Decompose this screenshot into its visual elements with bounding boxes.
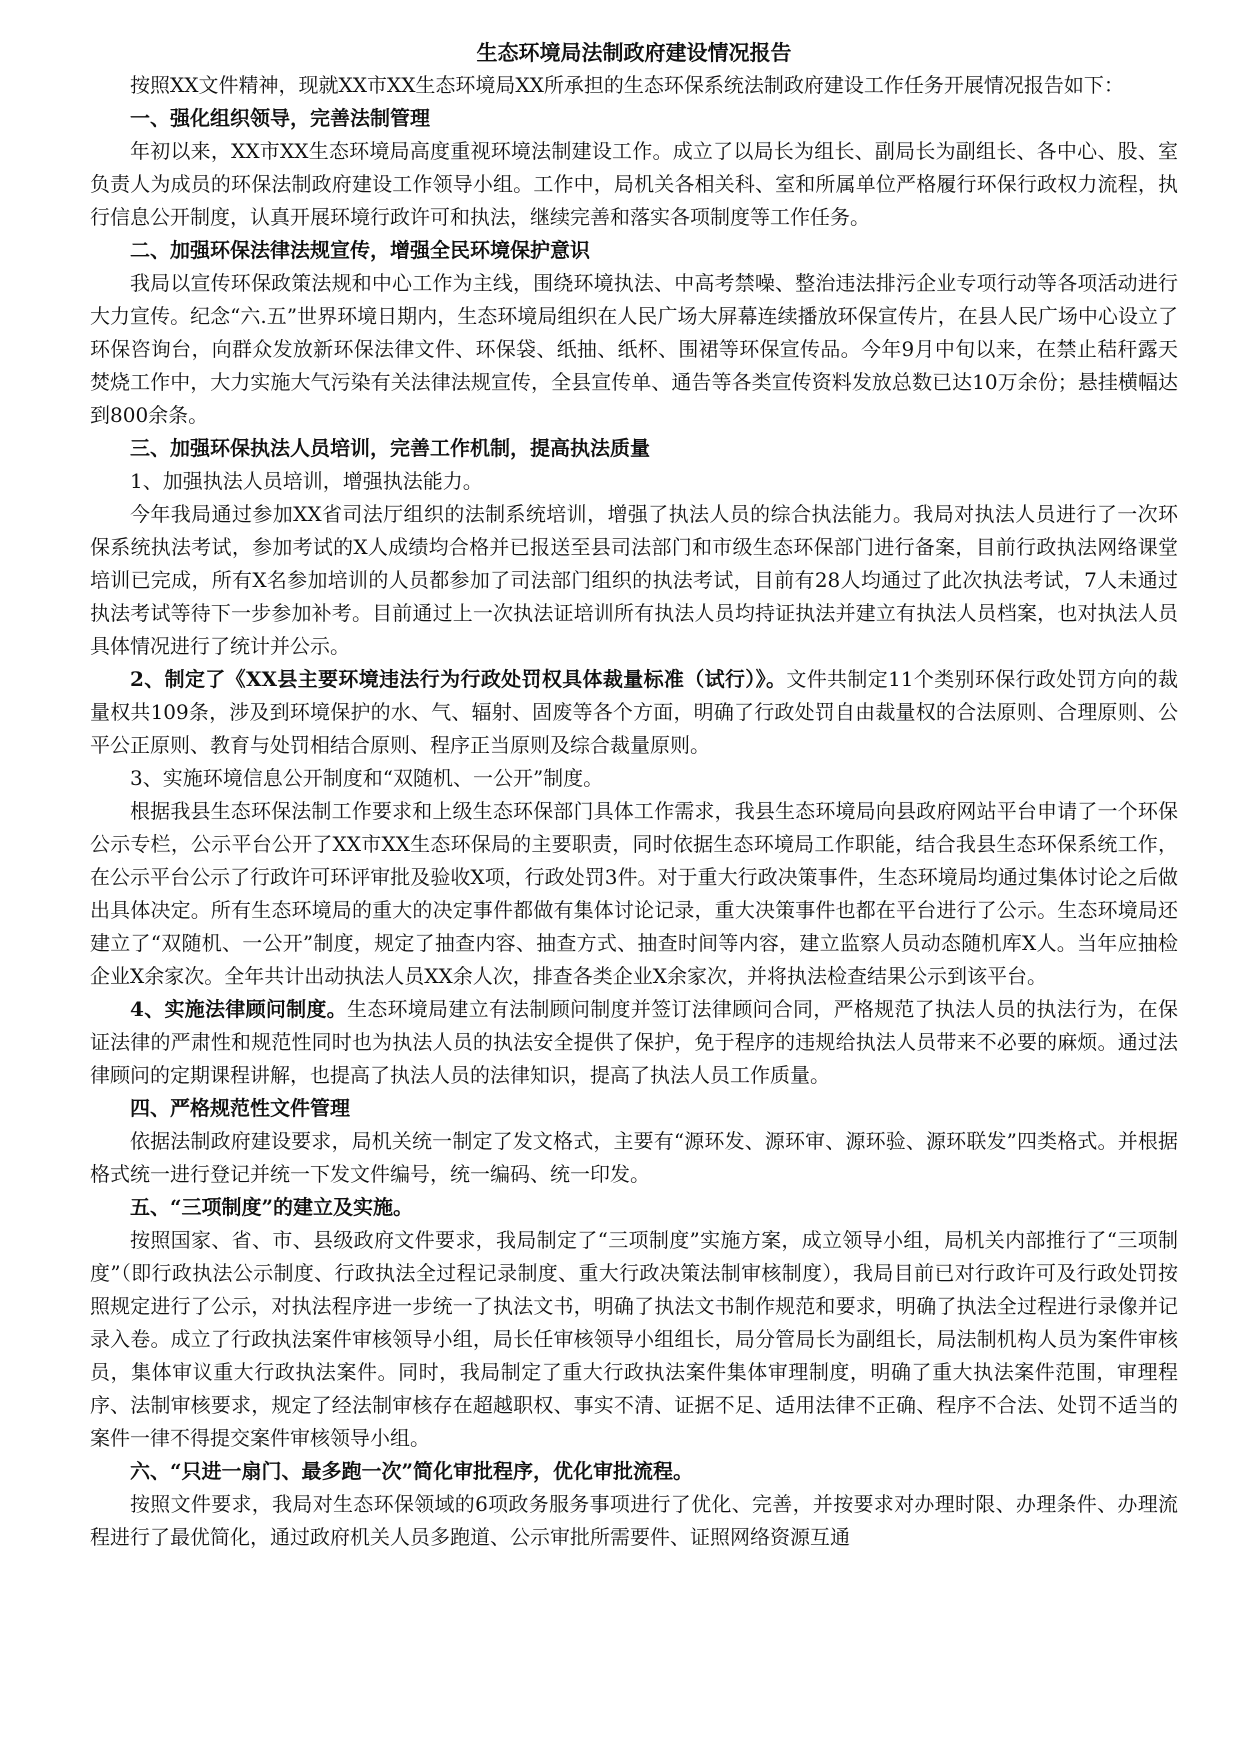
section-3-item-3-title: 3、实施环境信息公开制度和“双随机、一公开”制度。	[130, 766, 604, 790]
section-3-heading: 三、加强环保执法人员培训，完善工作机制，提高执法质量	[130, 436, 650, 460]
section-4-body: 依据法制政府建设要求，局机关统一制定了发文格式，主要有“源环发、源环审、源环验、源环联发”四类格式。并根据格式统一进行登记并统一下发文件编号，统一编码、统一印发。	[90, 1129, 1178, 1186]
section-4-heading: 四、严格规范性文件管理	[130, 1096, 350, 1120]
section-5-heading: 五、“三项制度”的建立及实施。	[130, 1195, 414, 1219]
section-2-body: 我局以宣传环保政策法规和中心工作为主线，围绕环境执法、中高考禁噪、整治违法排污企业专项行动等各项活动进行大力宣传。纪念“六.五”世界环境日期内，生态环境局组织在人民广场大屏幕连续播放环保宣传片，在县人民广场中心设立了环保咨询台，向群众发放新环保法律文件、环保袋、纸抽、纸杯、围裙等环保宣传品。今年9月中旬以来，在禁止秸秆露天焚烧工作中，大力实施大气污染有关法律法规宣传，全县宣传单、通告等各类宣传资料发放总数已达10万余份；悬挂横幅达到800余条。	[90, 271, 1178, 427]
section-1-heading: 一、强化组织领导，完善法制管理	[130, 106, 430, 130]
section-3-item-1-body: 今年我局通过参加XX省司法厅组织的法制系统培训，增强了执法人员的综合执法能力。我局对执法人员进行了一次环保系统执法考试，参加考试的X人成绩均合格并已报送至县司法部门和市级生态环保部门进行备案，目前行政执法网络课堂培训已完成，所有X名参加培训的人员都参加了司法部门组织的执法考试，目前有28人均通过了此次执法考试，7人未通过执法考试等待下一步参加补考。目前通过上一次执法证培训所有执法人员均持证执法并建立有执法人员档案，也对执法人员具体情况进行了统计并公示。	[90, 502, 1178, 658]
section-3-item-4-body: 生态环境局建立有法制顾问制度并签订法律顾问合同，严格规范了执法人员的执法行为，在保证法律的严肃性和规范性同时也为执法人员的执法安全提供了保护，免于程序的违规给执法人员带来不必要的麻烦。通过法律顾问的定期课程讲解，也提高了执法人员的法律知识，提高了执法人员工作质量。	[90, 997, 1178, 1087]
section-3-item-1-title: 1、加强执法人员培训，增强执法能力。	[130, 469, 483, 493]
document-title: 生态环境局法制政府建设情况报告	[476, 40, 792, 65]
section-3-item-2-body: 文件共制定11个类别环保行政处罚方向的裁量权共109条，涉及到环境保护的水、气、辐射、固废等各个方面，明确了行政处罚自由裁量权的合法原则、合理原则、公平公正原则、教育与处罚相结合原则、程序正当原则及综合裁量原则。	[90, 667, 1179, 757]
section-2-heading: 二、加强环保法律法规宣传，增强全民环境保护意识	[130, 238, 590, 262]
section-3-item-4	[90, 993, 1178, 1092]
section-5-body: 按照国家、省、市、县级政府文件要求，我局制定了“三项制度”实施方案，成立领导小组，局机关内部推行了“三项制度”（即行政执法公示制度、行政执法全过程记录制度、重大行政决策法制审核制度），我局目前已对行政许可及行政处罚按照规定进行了公示，对执法程序进一步统一了执法文书，明确了执法文书制作规范和要求，明确了执法全过程进行录像并记录入卷。成立了行政执法案件审核领导小组，局长任审核领导小组组长，局分管局长为副组长，局法制机构人员为案件审核员，集体审议重大行政执法案件。同时，我局制定了重大行政执法案件集体审理制度，明确了重大执法案件范围，审理程序、法制审核要求，规定了经法制审核存在超越职权、事实不清、证据不足、适用法律不正确、程序不合法、处罚不适当的案件一律不得提交案件审核领导小组。	[90, 1228, 1178, 1450]
intro-paragraph: 按照XX文件精神，现就XX市XX生态环境局XX所承担的生态环保系统法制政府建设工作任务开展情况报告如下：	[130, 73, 1124, 97]
section-6-heading: 六、“只进一扇门、最多跑一次”简化审批程序，优化审批流程。	[130, 1459, 694, 1483]
section-6-body: 按照文件要求，我局对生态环保领域的6项政务服务事项进行了优化、完善，并按要求对办理时限、办理条件、办理流程进行了最优简化，通过政府机关人员多跑道、公示审批所需要件、证照网络资源互通	[90, 1492, 1178, 1549]
section-3-item-2-title: 2、制定了《XX县主要环境违法行为行政处罚权具体裁量标准（试行）》。	[130, 667, 787, 691]
section-3-item-4-title: 4、实施法律顾问制度。	[130, 997, 347, 1021]
section-3-item-3-body: 根据我县生态环保法制工作要求和上级生态环保部门具体工作需求，我县生态环境局向县政府网站平台申请了一个环保公示专栏，公示平台公开了XX市XX生态环保局的主要职责，同时依据生态环境局工作职能，结合我县生态环保系统工作，在公示平台公示了行政许可环评审批及验收X项，行政处罚3件。对于重大行政决策事件，生态环境局均通过集体讨论之后做出具体决定。所有生态环境局的重大的决定事件都做有集体讨论记录，重大决策事件也都在平台进行了公示。生态环境局还建立了“双随机、一公开”制度，规定了抽查内容、抽查方式、抽查时间等内容，建立监察人员动态随机库X人。当年应抽检企业X余家次。全年共计出动执法人员XX余人次，排查各类企业X余家次，并将执法检查结果公示到该平台。	[90, 799, 1178, 988]
section-1-body: 年初以来，XX市XX生态环境局高度重视环境法制建设工作。成立了以局长为组长、副局长为副组长、各中心、股、室负责人为成员的环保法制政府建设工作领导小组。工作中，局机关各相关科、室和所属单位严格履行环保行政权力流程，执行信息公开制度，认真开展环境行政许可和执法，继续完善和落实各项制度等工作任务。	[90, 139, 1178, 229]
section-3-item-2	[90, 663, 1178, 762]
